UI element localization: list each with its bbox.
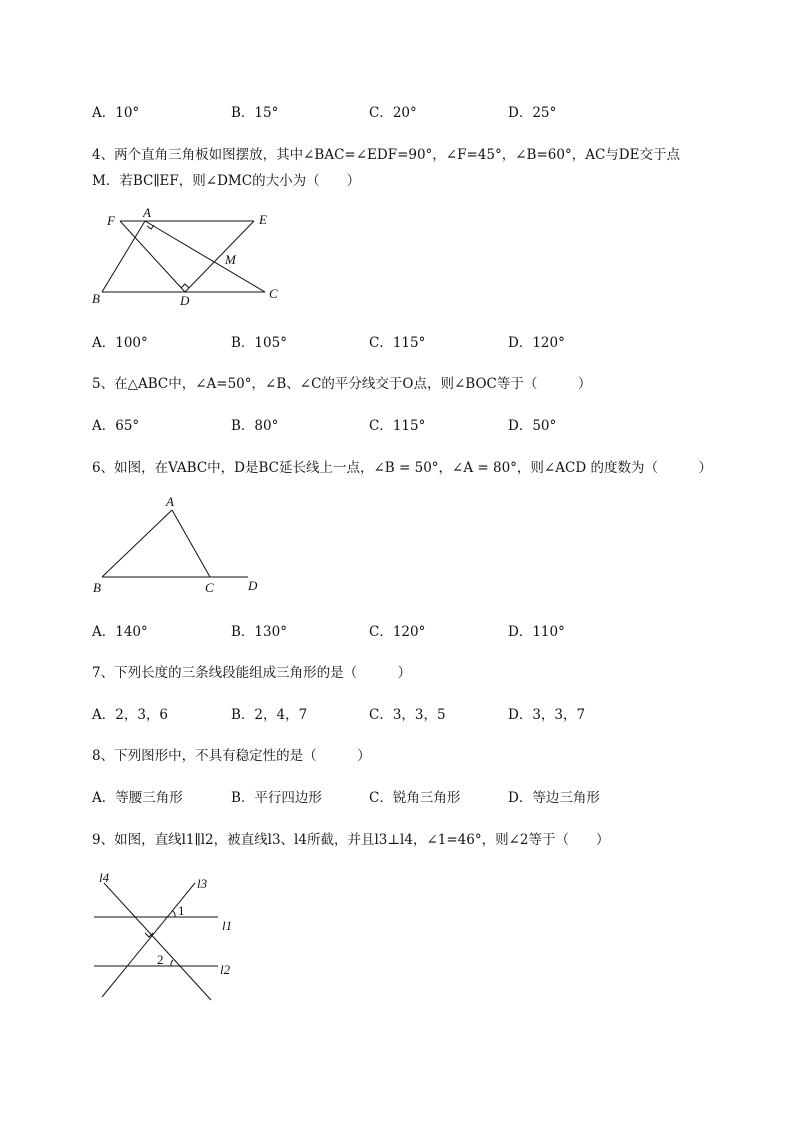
q4-label-e: E: [259, 212, 267, 227]
q6-option-c: C．120°: [369, 624, 426, 640]
q7-option-b: B．2，4，7: [231, 707, 308, 723]
q4-text-line1: 4、两个直角三角板如图摆放，其中∠BAC=∠EDF=90°，∠F=45°，∠B=60°，AC与DE交于点: [92, 147, 680, 163]
q5-option-d: D．50°: [508, 418, 557, 434]
q3-option-a: A．10°: [92, 105, 140, 121]
q8-option-c: C．锐角三角形: [369, 790, 461, 806]
q9-label-l4: l4: [99, 870, 110, 885]
q4-text-line2: M．若BC∥EF，则∠DMC的大小为（ ）: [92, 173, 361, 189]
q6-option-a: A．140°: [92, 624, 148, 640]
q4-label-d: D: [180, 293, 190, 308]
q8-option-b: B．平行四边形: [231, 790, 322, 806]
q7-option-c: C．3，3，5: [369, 707, 446, 723]
q7-text: 7、下列长度的三条线段能组成三角形的是（ ）: [92, 665, 412, 681]
q3-option-b: B．15°: [231, 105, 279, 121]
q4-label-c: C: [269, 286, 278, 301]
q8-text: 8、下列图形中，不具有稳定性的是（ ）: [92, 748, 371, 764]
q9-text: 9、如图，直线l1∥l2，被直线l3、l4所截，并且l3⊥l4，∠1=46°，则∠2等于（ ）: [92, 832, 610, 848]
q3-option-c: C．20°: [369, 105, 417, 121]
q4-option-b: B．105°: [231, 335, 287, 351]
q5-text: 5、在△ABC中，∠A=50°，∠B、∠C的平分线交于O点，则∠BOC等于（ ）: [92, 376, 592, 392]
q9-label-angle2: 2: [157, 952, 164, 967]
q4-label-a: A: [143, 205, 151, 220]
q6-text: 6、如图，在VABC中，D是BC延长线上一点，∠B = 50°，∠A = 80°，则∠ACD 的度数为（ ）: [92, 460, 712, 476]
q4-option-c: C．115°: [369, 335, 426, 351]
q6-label-a: A: [166, 494, 174, 509]
q4-option-a: A．100°: [92, 335, 148, 351]
q6-label-d: D: [248, 578, 258, 593]
q7-option-a: A．2，3，6: [92, 707, 169, 723]
q4-label-b: B: [92, 291, 100, 306]
q9-label-l3: l3: [197, 876, 208, 891]
q7-option-d: D．3，3，7: [508, 707, 586, 723]
q5-option-c: C．115°: [369, 418, 426, 434]
q8-option-a: A．等腰三角形: [92, 790, 183, 806]
q4-label-f: F: [107, 213, 115, 228]
q9-label-angle1: 1: [178, 903, 185, 918]
q6-label-c: C: [205, 580, 214, 595]
q9-label-l2: l2: [220, 962, 231, 977]
q8-option-d: D．等边三角形: [508, 790, 600, 806]
q6-option-b: B．130°: [231, 624, 287, 640]
q3-option-d: D．25°: [508, 105, 557, 121]
q6-label-b: B: [93, 580, 101, 595]
q5-option-b: B．80°: [231, 418, 279, 434]
q9-label-l1: l1: [222, 918, 233, 933]
q4-option-d: D．120°: [508, 335, 565, 351]
q5-option-a: A．65°: [92, 418, 140, 434]
q4-label-m: M: [225, 252, 236, 267]
q6-option-d: D．110°: [508, 624, 565, 640]
